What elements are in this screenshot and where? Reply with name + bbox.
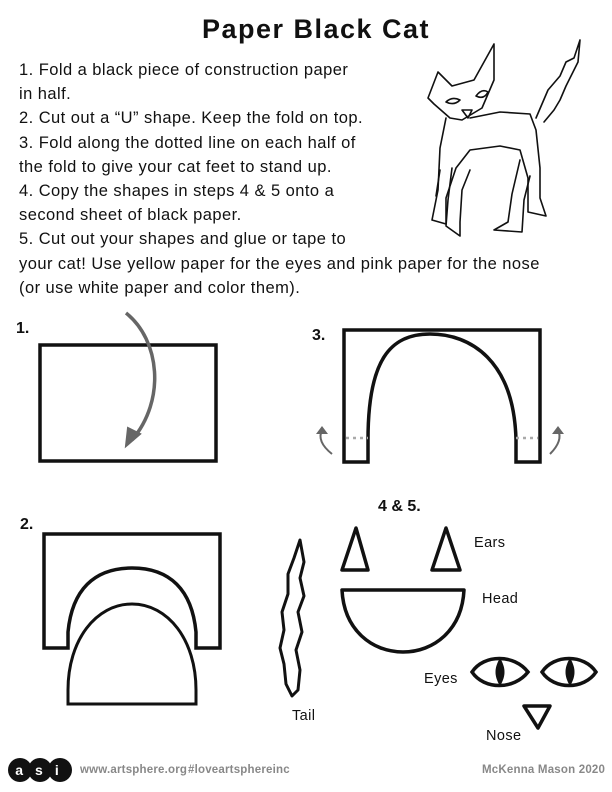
logo-letters: asi — [15, 762, 71, 778]
instruction-line: (or use white paper and color them). — [19, 278, 301, 297]
tail-label: Tail — [292, 708, 316, 724]
instruction-line: second sheet of black paper. — [19, 206, 242, 225]
instruction-line: 3. Fold along the dotted line on each half of — [19, 133, 356, 152]
ears-label: Ears — [474, 535, 506, 551]
step2-label: 2. — [20, 516, 34, 533]
step3-u-shape — [344, 330, 540, 462]
nose-label: Nose — [486, 728, 522, 744]
page-title: Paper Black Cat — [201, 14, 431, 44]
step1-label: 1. — [16, 320, 30, 337]
instruction-line: 1. Fold a black piece of construction paper — [19, 61, 349, 79]
tail-shape — [280, 540, 304, 696]
step45-label: 4 & 5. — [378, 498, 421, 515]
head-shape — [342, 590, 464, 652]
cat-illustration — [428, 40, 580, 236]
fold-arrow — [126, 313, 155, 440]
footer-credit: McKenna Mason 2020 — [482, 764, 606, 776]
ear-left — [342, 528, 368, 570]
step3-label: 3. — [312, 327, 326, 344]
instruction-line: 2. Cut out a “U” shape. Keep the fold on top. — [19, 109, 364, 128]
head-label: Head — [482, 591, 519, 607]
instruction-line: 5. Cut out your shapes and glue or tape to — [19, 230, 347, 249]
instruction-line: the fold to give your cat feet to stand up. — [19, 157, 332, 176]
instruction-line: in half. — [19, 85, 72, 104]
footer-website: www.artsphere.org — [80, 764, 188, 776]
instruction-line: your cat! Use yellow paper for the eyes and pink paper for the nose — [19, 254, 540, 273]
step2-u-shape — [68, 604, 196, 704]
eyes-label: Eyes — [424, 671, 458, 687]
footer-hashtag: #loveartsphereinc — [188, 764, 290, 776]
step2-cut-paper — [44, 534, 220, 648]
instruction-line: 4. Copy the shapes in steps 4 & 5 onto a — [19, 182, 335, 201]
logo-text — [8, 762, 72, 778]
ear-right — [432, 528, 460, 570]
nose-shape — [524, 706, 550, 728]
